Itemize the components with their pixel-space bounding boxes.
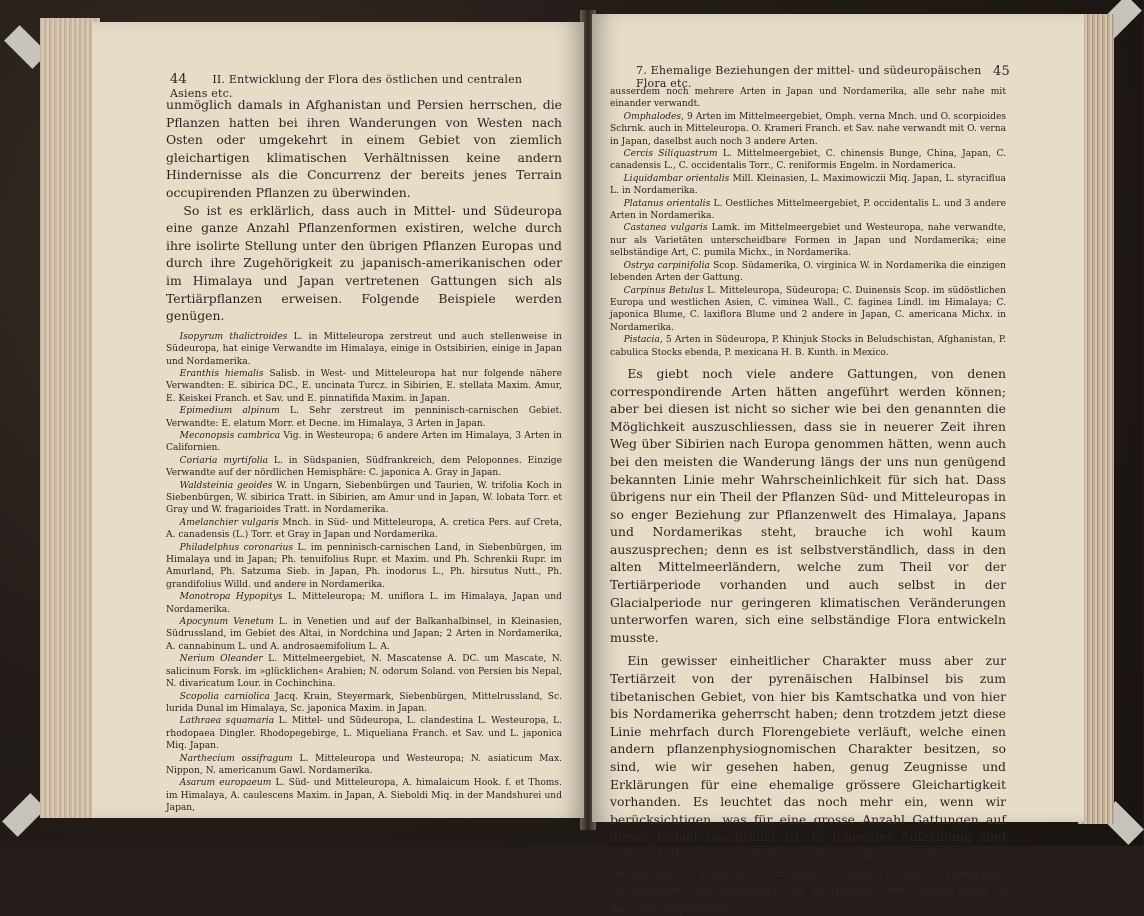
species-entry	[166, 715, 562, 752]
right-continuation: ausserdem noch mehrere Arten in Japan und Nordamerika, alle sehr nahe mit einander verwandt.	[610, 87, 1006, 110]
left-paragraph-2: So ist es erklärlich, dass auch in Mittel- und Südeuropa eine ganze Anzahl Pflanzenformen existiren, welche durch ihre isolirte Stellung unter den übrigen Pflanzen Europas und durch ihre Zugehörigkeit zu japanisch-amerikanischen oder im Himalaya und Japan vertretenen Gattungen sich als Tertiärpflanzen erweisen. Folgende Beispiele werden genügen.	[166, 202, 562, 324]
species-name: Apocynum Venetum	[179, 617, 274, 628]
right-species-list	[610, 111, 1006, 359]
species-entry	[166, 405, 562, 430]
right-running-title: 7. Ehemalige Beziehungen der mittel- und südeuropäischen Flora etc.	[636, 64, 982, 90]
species-entry	[610, 148, 1006, 173]
species-name: Asarum europaeum	[179, 778, 272, 789]
species-entry	[166, 455, 562, 480]
species-description: Vig. in Westeuropa; 6 andere Arten im Himalaya, 3 Arten in Californien.	[166, 430, 562, 454]
species-entry	[610, 198, 1006, 223]
species-description: , 9 Arten im Mittelmeergebiet, Omph. verna Mnch. und O. scorpioides Schrnk. auch in Mitteleuropa. O. Krameri Franch. et Sav. nahe verwandt mit O. verna in Japan, daselbst auch noch 3 andere Arten.	[610, 111, 1006, 147]
species-description: Mill. Kleinasien, L. Maximowiczii Miq. Japan, L. styraciflua L. in Nordamerika.	[610, 173, 1006, 197]
right-paragraph-2: Ein gewisser einheitlicher Charakter muss aber zur Tertiärzeit von der pyrenäischen Halbinsel bis zum tibetanischen Gebiet, von hier bis Kamtschatka und von hier bis Nordamerika geherrscht haben; denn trotzdem jetzt diese Linie mehrfach durch Florengebiete verläuft, welche einen andern pflanzenphysiognomischen Charakter besitzen, so sind, wie wir gesehen haben, genug Zeugnisse und Erklärungen für eine ehemalige grössere Gleichartigkeit vorhanden. Es leuchtet das noch mehr ein, wenn wir berücksichtigen, was für eine grosse Anzahl Gattungen auf dieses Gebiet beschränkt ist. In folgender Aufzählung sind viele Gattungen enthalten, deren Arten jetzt auch in nördlichen Theilen Europas, Asiens und Amerikas vorkommen, die entweder zur Tertiärzeit vom Meere oder in der Glacialperiode	[610, 653, 1006, 915]
right-page	[592, 14, 1084, 915]
species-name: Lathraea squamaria	[179, 716, 275, 727]
species-name: Ostrya carpinifolia	[623, 260, 710, 271]
species-entry	[610, 222, 1006, 259]
species-description: L. Mitteleuropa und Westeuropa; N. asiaticum Max. Nippon, N. americanum Gawl. Nordamerika.	[166, 753, 562, 776]
species-description: L. in Südspanien, Südfrankreich, dem Peloponnes. Einzige Verwandte auf der nördlichen Hemisphäre: C. japonica A. Gray in Japan.	[166, 455, 562, 479]
left-page-number: 44	[170, 72, 187, 87]
species-entry	[610, 111, 1006, 148]
species-entry	[166, 591, 562, 616]
species-description: L. Oestliches Mittelmeergebiet, P. occidentalis L. und 3 andere Arten in Nordamerika.	[610, 198, 1006, 222]
species-entry	[610, 334, 1006, 359]
book-edge-left	[40, 18, 100, 818]
species-name: Narthecium ossifragum	[179, 753, 293, 764]
species-entry	[610, 173, 1006, 198]
species-description: , 5 Arten in Südeuropa, P. Khinjuk Stocks in Beludschistan, Afghanistan, P. cabulica Stocks ebenda, P. mexicana H. B. Kunth. in Mexico.	[610, 335, 1006, 358]
species-entry	[166, 691, 562, 716]
species-entry	[610, 260, 1006, 285]
species-description: L. Mitteleuropa; M. uniflora L. im Himalaya, Japan und Nordamerika.	[166, 592, 562, 615]
species-entry	[166, 368, 562, 405]
species-name: Monotropa Hypopitys	[179, 592, 283, 603]
species-entry	[166, 430, 562, 455]
species-entry	[166, 517, 562, 542]
species-name: Cercis Siliquastrum	[623, 149, 718, 160]
species-entry	[166, 777, 562, 814]
species-name: Liquidambar orientalis	[623, 173, 730, 184]
species-entry	[610, 285, 1006, 335]
species-entry	[166, 331, 562, 368]
species-description: Mnch. in Süd- und Mitteleuropa, A. cretica Pers. auf Creta, A. canadensis (L.) Torr. et Gray in Japan und Nordamerika.	[166, 517, 562, 541]
species-name: Castanea vulgaris	[623, 223, 708, 234]
left-species-list	[166, 331, 562, 815]
left-paragraph-1: unmöglich damals in Afghanistan und Persien herrschen, die Pflanzen hatten bei ihren Wanderungen von Westen nach Osten oder umgekehrt in einem Gebiet von ziemlich gleichartigen klimatischen Verhältnissen keine andern Hindernisse als die Concurrenz der bereits jenes Terrain occupirenden Pflanzen zu überwinden.	[166, 97, 562, 200]
species-name: Scopolia carniolica	[179, 691, 270, 702]
species-description: L. Mitteleuropa, Südeuropa; C. Duinensis Scop. im südöstlichen Europa und westlichen Asien, C. viminea Wall., C. faginea Lindl. im Himalaya; C. japonica Blume, C. laxiflora Blume und 2 andere in Japan, C. americana Michx. in Nordamerika.	[610, 285, 1006, 333]
species-name: Pistacia	[623, 335, 660, 346]
right-paragraph-1: Es giebt noch viele andere Gattungen, von denen correspondirende Arten hätten angeführt werden können; aber bei diesen ist nicht so sicher wie bei den genannten die Möglichkeit auszuschliessen, dass sie in neuerer Zeit ihren Weg über Sibirien nach Europa genommen hätten, wenn auch bei den meisten die Wanderung längs der uns nun genügend bekannten Linie mehr Wahrscheinlichkeit für sich hat. Dass übrigens nur ein Theil der Pflanzen Süd- und Mitteleuropas in so enger Beziehung zur Pflanzenwelt des Himalaya, Japans und Nordamerikas steht, brauche ich wohl kaum auszusprechen; denn es ist selbstverständlich, dass in den alten Mittelmeerländern, welche zum Theil vor der Tertiärperiode vorhanden und auch selbst in der Glacialperiode nur geringeren klimatischen Veränderungen unterworfen waren, sich eine selbständige Flora entwickeln musste.	[610, 365, 1006, 645]
species-description: L. Mittelmeergebiet, N. Mascatense A. DC. um Mascate, N. salicinum Forsk. im »glücklichen« Arabien; N. odorum Soland. von Persien bis Nepal, N. divaricatum Lour. in Cochinchina.	[166, 654, 562, 690]
left-running-title: II. Entwicklung der Flora des östlichen und centralen Asiens etc.	[170, 73, 523, 100]
left-page-body	[166, 96, 562, 815]
species-entry	[166, 753, 562, 778]
species-name: Amelanchier vulgaris	[179, 517, 279, 528]
species-description: L. Süd- und Mitteleuropa, A. himalaicum Hook. f. et Thoms. im Himalaya, A. caulescens Maxim. in Japan, A. Sieboldi Miq. in der Mandshurei und Japan,	[166, 778, 562, 814]
species-description: W. in Ungarn, Siebenbürgen und Taurien, W. trifolia Koch in Siebenbürgen, W. sibirica Tratt. in Sibirien, am Amur und in Japan, W. lobata Torr. et Gray und W. fragarioides Tratt. in Nordamerika.	[166, 480, 562, 516]
species-entry	[166, 616, 562, 653]
species-name: Philadelphus coronarius	[179, 542, 294, 553]
right-page-number: 45	[993, 64, 1010, 79]
species-description: L. Sehr zerstreut im penninisch-carnischen Gebiet. Verwandte: E. elatum Morr. et Decne. im Himalaya, 3 Arten in Japan.	[166, 406, 562, 429]
species-description: L. im penninisch-carnischen Land, in Siebenbürgen, im Himalaya und in Japan; Ph. tenuifolius Rupr. et Maxim. und Ph. Schrenkii Rupr. im Amurland, Ph. Satzuma Sieb. in Japan, Ph. inodorus L., Ph. hirsutus Nutt., Ph. grandifolius Willd. und andere in Nordamerika.	[166, 542, 562, 590]
right-page-body	[610, 86, 1006, 916]
species-description: Salisb. in West- und Mitteleuropa hat nur folgende nähere Verwandten: E. sibirica DC., E. uncinata Turcz. in Sibirien, E. stellata Maxim. Amur, E. Keiskei Franch. et Sav. und E. pinnatifida Maxim. in Japan.	[166, 368, 562, 404]
left-page	[92, 22, 584, 818]
species-name: Omphalodes	[623, 111, 682, 122]
species-name: Meconopsis cambrica	[179, 430, 281, 441]
species-description: Jacq. Krain, Steyermark, Siebenbürgen, Mittelrussland, Sc. lurida Dunal im Himalaya, Sc. japonica Maxim. in Japan.	[166, 691, 563, 714]
species-name: Nerium Oleander	[179, 654, 263, 665]
species-name: Platanus orientalis	[623, 198, 711, 209]
species-name: Carpinus Betulus	[623, 285, 704, 296]
species-name: Coriaria myrtifolia	[179, 455, 269, 466]
species-entry	[166, 480, 562, 517]
species-description: L. in Mitteleuropa zerstreut und auch stellenweise in Südeuropa, hat einige Verwandte im Himalaya, einige in Ostsibirien, einige in Japan und Nordamerika.	[166, 331, 562, 367]
species-entry	[166, 542, 562, 592]
species-name: Isopyrum thalictroides	[179, 331, 288, 342]
species-entry	[166, 653, 562, 690]
species-description: L. Mittelmeergebiet, C. chinensis Bunge, China, Japan, C. canadensis L., C. occidentalis Torr., C. reniformis Engelm. in Nordamerica.	[610, 149, 1006, 172]
species-name: Epimedium alpinum	[179, 406, 280, 417]
species-description: Lamk. im Mittelmeergebiet und Westeuropa, nahe verwandte, nur als Varietäten unterscheidbare Formen in Japan und Nordamerika; eine selbständige Art, C. pumila Michx., in Nordamerika.	[610, 223, 1006, 259]
species-name: Waldsteinia geoides	[179, 480, 273, 491]
species-name: Eranthis hiemalis	[179, 368, 264, 379]
species-description: L. Mittel- und Südeuropa, L. clandestina L. Westeuropa, L. rhodopaea Dingler. Rhodopegebirge, L. Miqueliana Franch. et Sav. und L. japonica Miq. Japan.	[166, 716, 562, 752]
species-description: L. in Venetien und auf der Balkanhalbinsel, in Kleinasien, Südrussland, im Gebiet des Altai, in Nordchina und Japan; 2 Arten in Nordamerika, A. cannabinum L. und A. androsaemifolium L. A.	[166, 617, 562, 652]
species-description: Scop. Südamerika, O. virginica W. in Nordamerika die einzigen lebenden Arten der Gattung.	[610, 260, 1006, 284]
